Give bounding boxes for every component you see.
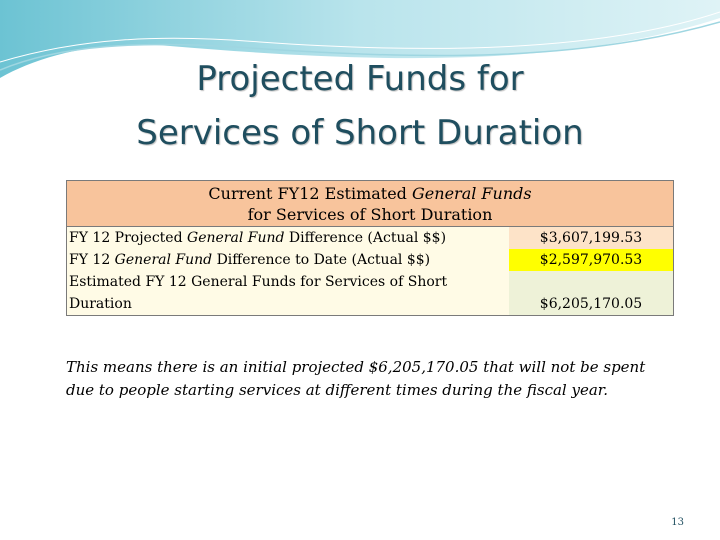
row2-value: $2,597,970.53 xyxy=(509,249,674,271)
explanatory-note: This means there is an initial projected $6,205,170.05 that will not be spent due to people starting services at different times during the fiscal year. xyxy=(66,358,646,399)
row3-value: $6,205,170.05 xyxy=(509,271,674,316)
row2-label xyxy=(67,249,510,271)
header-text-pre: Current FY12 Estimated xyxy=(208,184,413,203)
row3-label: Estimated FY 12 General Funds for Services of Short Duration xyxy=(67,271,510,316)
row2-label-pre: FY 12 xyxy=(69,252,115,268)
table-row xyxy=(67,227,674,250)
row1-value: $3,607,199.53 xyxy=(509,227,674,250)
row1-label-pre: FY 12 Projected xyxy=(69,230,188,246)
row1-label-em: General Fund xyxy=(187,230,285,246)
table-header-row xyxy=(67,181,674,227)
page-title xyxy=(0,52,720,160)
table-row xyxy=(67,271,674,316)
row2-label-post: Difference to Date (Actual $$) xyxy=(212,252,431,268)
title-line-2: Services of Short Duration xyxy=(136,113,584,153)
funds-table xyxy=(66,180,674,316)
row1-label-post: Difference (Actual $$) xyxy=(284,230,447,246)
header-text-em: General Funds xyxy=(412,184,532,203)
page-number: 13 xyxy=(671,517,684,528)
row1-label xyxy=(67,227,510,250)
table-row xyxy=(67,249,674,271)
title-line-1: Projected Funds for xyxy=(196,59,524,99)
row2-label-em: General Fund xyxy=(114,252,213,268)
table-header xyxy=(67,181,674,227)
header-text-line2: for Services of Short Duration xyxy=(247,205,493,224)
